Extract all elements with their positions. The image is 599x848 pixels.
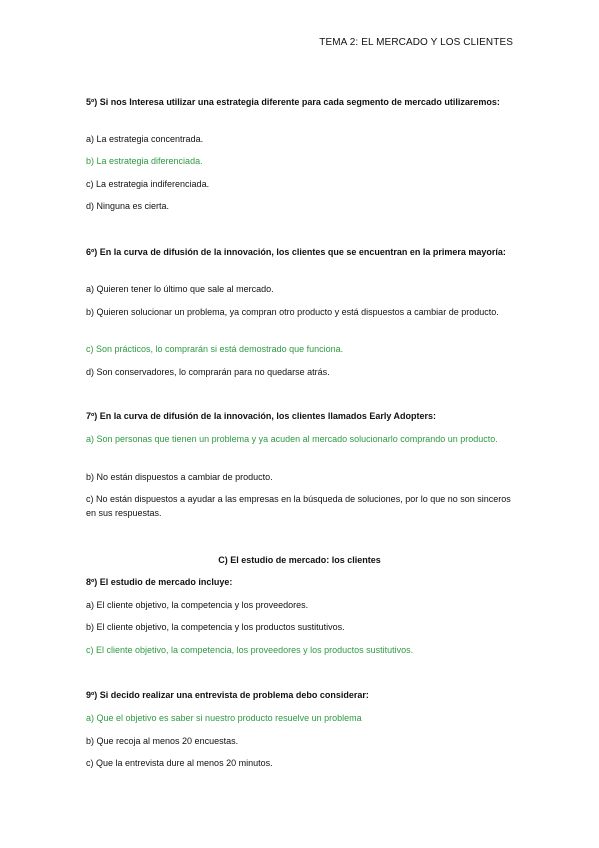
- question-9-option-b: b) Que recoja al menos 20 encuestas.: [86, 736, 239, 746]
- question-6-option-c-correct: c) Son prácticos, lo comprarán si está demostrado que funciona.: [86, 344, 344, 354]
- question-5-option-a: a) La estrategia concentrada.: [86, 134, 204, 144]
- question-5-option-b-correct: b) La estrategia diferenciada.: [86, 156, 203, 166]
- question-6-option-b: b) Quieren solucionar un problema, ya compran otro producto y está dispuestos a cambiar de producto.: [86, 307, 499, 317]
- question-8: 8º) El estudio de mercado incluye:: [86, 577, 233, 587]
- question-7-option-b: b) No están dispuestos a cambiar de producto.: [86, 472, 273, 482]
- question-5: 5º) Si nos Interesa utilizar una estrategia diferente para cada segmento de mercado utilizaremos:: [86, 97, 500, 107]
- question-8-option-a: a) El cliente objetivo, la competencia y los proveedores.: [86, 600, 309, 610]
- question-9-option-a-correct: a) Que el objetivo es saber si nuestro producto resuelve un problema: [86, 713, 362, 723]
- question-5-option-d: d) Ninguna es cierta.: [86, 201, 170, 211]
- question-6-option-a: a) Quieren tener lo último que sale al mercado.: [86, 284, 274, 294]
- question-9-option-c: c) Que la entrevista dure al menos 20 minutos.: [86, 758, 273, 768]
- question-6-option-d: d) Son conservadores, lo comprarán para no quedarse atrás.: [86, 367, 330, 377]
- section-title: C) El estudio de mercado: los clientes: [218, 555, 381, 565]
- question-5-option-c: c) La estrategia indiferenciada.: [86, 179, 210, 189]
- page-header-title: TEMA 2: EL MERCADO Y LOS CLIENTES: [319, 37, 513, 48]
- question-9: 9º) Si decido realizar una entrevista de problema debo considerar:: [86, 690, 369, 700]
- question-7-option-c: c) No están dispuestos a ayudar a las empresas en la búsqueda de soluciones, por lo que no son sinceros en sus respuestas.: [86, 494, 511, 518]
- question-8-option-c-correct: c) El cliente objetivo, la competencia, los proveedores y los productos sustitutivos.: [86, 645, 414, 655]
- question-6: 6º) En la curva de difusión de la innovación, los clientes que se encuentran en la primera mayoría:: [86, 247, 506, 257]
- question-7-option-a-correct: a) Son personas que tienen un problema y ya acuden al mercado solucionarlo comprando un producto.: [86, 434, 498, 444]
- question-7: 7º) En la curva de difusión de la innovación, los clientes llamados Early Adopters:: [86, 411, 437, 421]
- question-8-option-b: b) El cliente objetivo, la competencia y los productos sustitutivos.: [86, 622, 345, 632]
